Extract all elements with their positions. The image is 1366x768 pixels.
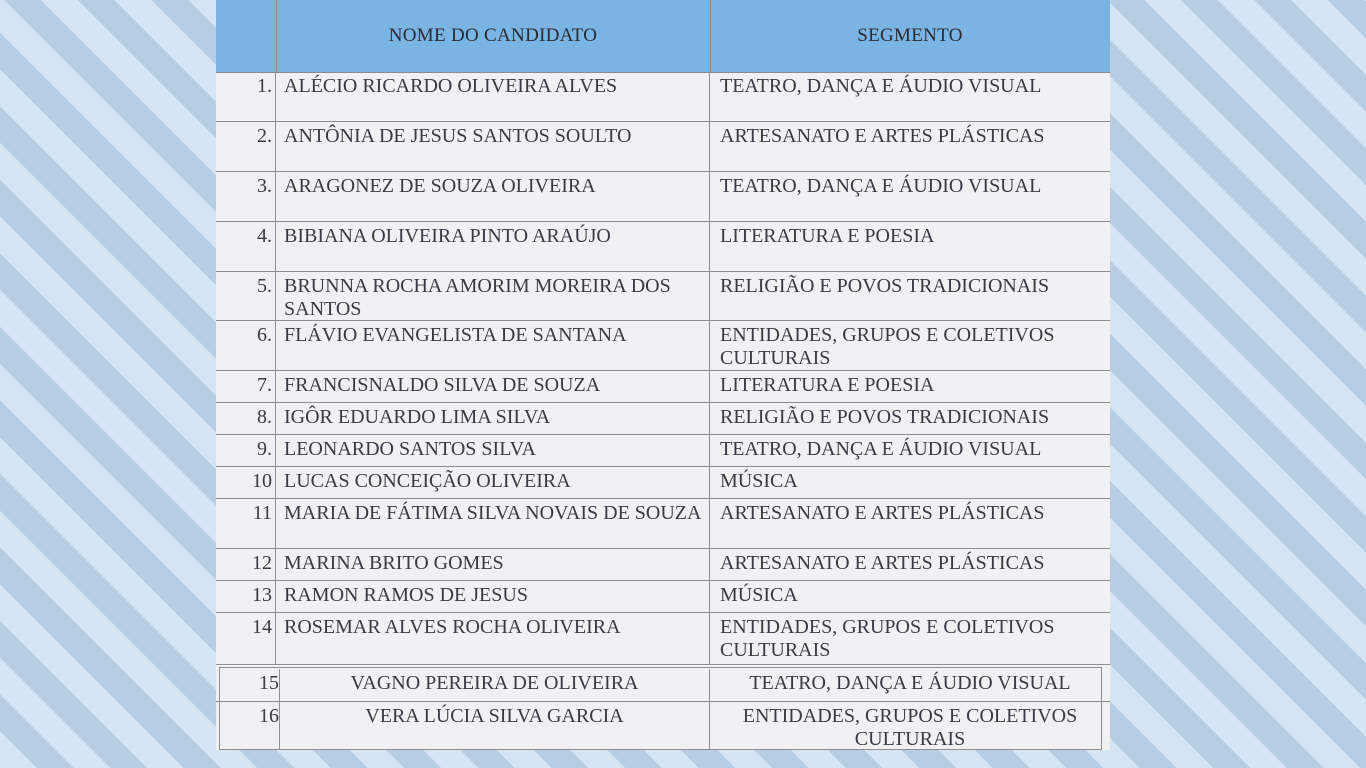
candidate-segment: ENTIDADES, GRUPOS E COLETIVOS CULTURAIS <box>720 324 1055 369</box>
row-number: 10 <box>216 467 276 498</box>
candidate-segment: LITERATURA E POESIA <box>720 225 935 247</box>
candidate-segment: TEATRO, DANÇA E ÁUDIO VISUAL <box>749 672 1071 694</box>
candidate-table-document <box>216 0 1110 750</box>
candidate-segment: ARTESANATO E ARTES PLÁSTICAS <box>720 552 1045 574</box>
candidate-segment: LITERATURA E POESIA <box>720 374 935 396</box>
row-number: 8. <box>216 403 276 434</box>
header-segment: SEGMENTO <box>857 25 963 46</box>
table-row <box>216 499 1110 549</box>
table-row <box>216 122 1110 172</box>
candidate-name: VERA LÚCIA SILVA GARCIA <box>280 702 710 750</box>
candidate-name: VAGNO PEREIRA DE OLIVEIRA <box>280 669 710 701</box>
candidate-segment: MÚSICA <box>720 584 798 606</box>
table-row <box>216 581 1110 613</box>
row-number: 1. <box>216 72 276 121</box>
candidate-name: IGÔR EDUARDO LIMA SILVA <box>276 403 710 434</box>
row-number: 5. <box>216 272 276 320</box>
row-number: 2. <box>216 122 276 171</box>
table-row <box>216 222 1110 272</box>
row-number: 13 <box>216 581 276 612</box>
row-number: 12 <box>216 549 276 580</box>
header-number <box>216 0 277 72</box>
row-number: 3. <box>216 172 276 221</box>
table-header-row <box>216 0 1110 73</box>
candidate-name: ANTÔNIA DE JESUS SANTOS SOULTO <box>276 122 710 171</box>
row-number: 4. <box>216 222 276 271</box>
candidate-segment: TEATRO, DANÇA E ÁUDIO VISUAL <box>720 438 1042 460</box>
candidate-name: MARINA BRITO GOMES <box>276 549 710 580</box>
candidate-segment: ENTIDADES, GRUPOS E COLETIVOS CULTURAIS <box>742 705 1078 750</box>
row-number: 11 <box>216 499 276 548</box>
row-number: 7. <box>216 371 276 402</box>
candidate-segment: TEATRO, DANÇA E ÁUDIO VISUAL <box>720 75 1042 97</box>
candidate-name: RAMON RAMOS DE JESUS <box>276 581 710 612</box>
table-row <box>216 669 1110 702</box>
header-candidate-name: NOME DO CANDIDATO <box>276 0 711 72</box>
candidate-name: LUCAS CONCEIÇÃO OLIVEIRA <box>276 467 710 498</box>
candidate-name: MARIA DE FÁTIMA SILVA NOVAIS DE SOUZA <box>276 499 710 548</box>
candidate-segment: ARTESANATO E ARTES PLÁSTICAS <box>720 502 1045 524</box>
candidate-segment: ARTESANATO E ARTES PLÁSTICAS <box>720 125 1045 147</box>
candidate-segment: MÚSICA <box>720 470 798 492</box>
row-number: 14 <box>216 613 276 664</box>
table-row <box>216 72 1110 122</box>
candidate-name: FLÁVIO EVANGELISTA DE SANTANA <box>276 321 710 370</box>
row-number: 16 <box>220 702 280 750</box>
candidate-segment: RELIGIÃO E POVOS TRADICIONAIS <box>720 406 1050 428</box>
candidate-name: FRANCISNALDO SILVA DE SOUZA <box>276 371 710 402</box>
candidate-name: LEONARDO SANTOS SILVA <box>276 435 710 466</box>
table-row <box>216 549 1110 581</box>
candidate-segment: RELIGIÃO E POVOS TRADICIONAIS <box>720 275 1050 297</box>
table-row <box>216 321 1110 371</box>
row-number: 6. <box>216 321 276 370</box>
candidate-name: ARAGONEZ DE SOUZA OLIVEIRA <box>276 172 710 221</box>
candidate-segment: TEATRO, DANÇA E ÁUDIO VISUAL <box>720 175 1042 197</box>
candidate-segment: ENTIDADES, GRUPOS E COLETIVOS CULTURAIS <box>720 616 1055 661</box>
candidate-name: ROSEMAR ALVES ROCHA OLIVEIRA <box>276 613 710 664</box>
table-row <box>216 371 1110 403</box>
candidate-name: BRUNNA ROCHA AMORIM MOREIRA DOS SANTOS <box>276 272 710 320</box>
table-row <box>216 172 1110 222</box>
candidate-name: ALÉCIO RICARDO OLIVEIRA ALVES <box>276 72 710 121</box>
candidate-name: BIBIANA OLIVEIRA PINTO ARAÚJO <box>276 222 710 271</box>
table-row <box>216 435 1110 467</box>
table-row <box>216 403 1110 435</box>
table-row <box>216 702 1110 750</box>
row-number: 9. <box>216 435 276 466</box>
table-row <box>216 467 1110 499</box>
table-row <box>216 272 1110 321</box>
table-row <box>216 613 1110 665</box>
row-number: 15 <box>220 669 280 701</box>
